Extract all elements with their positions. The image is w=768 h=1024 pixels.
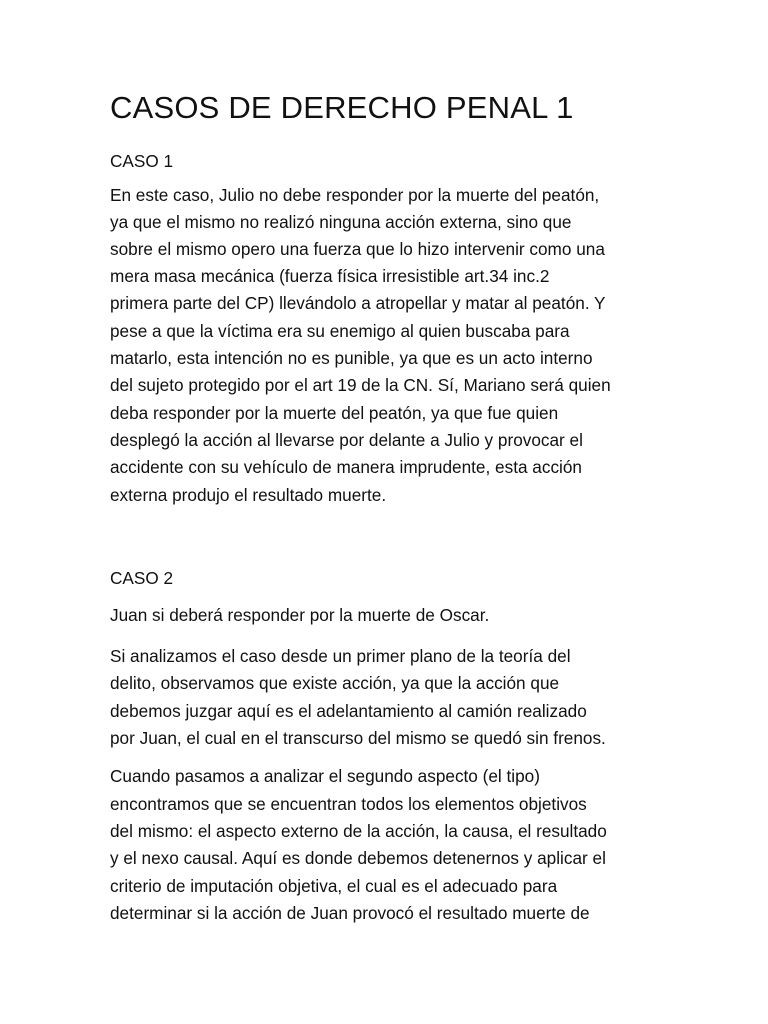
caso2-line: criterio de imputación objetiva, el cual es el adecuado para [110,876,558,896]
caso1-line: sobre el mismo opero una fuerza que lo hizo intervenir como una [110,239,605,259]
caso2-line: Cuando pasamos a analizar el segundo aspecto (el tipo) [110,766,540,786]
caso1-line: ya que el mismo no realizó ninguna acción externa, sino que [110,212,572,232]
caso1-line: matarlo, esta intención no es punible, ya que es un acto interno [110,348,593,368]
caso1-line: primera parte del CP) llevándolo a atropellar y matar al peatón. Y [110,293,606,313]
caso2-intro: Juan si deberá responder por la muerte de Oscar. [110,605,490,625]
caso1-line: accidente con su vehículo de manera imprudente, esta acción [110,457,582,477]
caso2-line: y el nexo causal. Aquí es donde debemos detenernos y aplicar el [110,848,606,868]
caso2-line: delito, observamos que existe acción, ya que la acción que [110,673,560,693]
caso2-line: del mismo: el aspecto externo de la acción, la causa, el resultado [110,821,607,841]
caso1-line: En este caso, Julio no debe responder por la muerte del peatón, [110,185,600,205]
caso1-line: desplegó la acción al llevarse por delante a Julio y provocar el [110,430,583,450]
caso1-line: pese a que la víctima era su enemigo al quien buscaba para [110,321,570,341]
caso2-line: determinar si la acción de Juan provocó el resultado muerte de [110,903,590,923]
caso2-line: debemos juzgar aquí es el adelantamiento al camión realizado [110,701,587,721]
caso2-line: encontramos que se encuentran todos los elementos objetivos [110,794,587,814]
caso1-line: deba responder por la muerte del peatón, ya que fue quien [110,403,559,423]
caso1-heading: CASO 1 [110,151,174,171]
caso1-line: del sujeto protegido por el art 19 de la CN. Sí, Mariano será quien [110,375,611,395]
document-title: CASOS DE DERECHO PENAL 1 [110,90,574,125]
caso2-line: Si analizamos el caso desde un primer plano de la teoría del [110,646,571,666]
caso2-line: por Juan, el cual en el transcurso del mismo se quedó sin frenos. [110,728,606,748]
caso1-line: mera masa mecánica (fuerza física irresistible art.34 inc.2 [110,266,550,286]
caso2-heading: CASO 2 [110,568,174,588]
caso1-line: externa produjo el resultado muerte. [110,485,387,505]
